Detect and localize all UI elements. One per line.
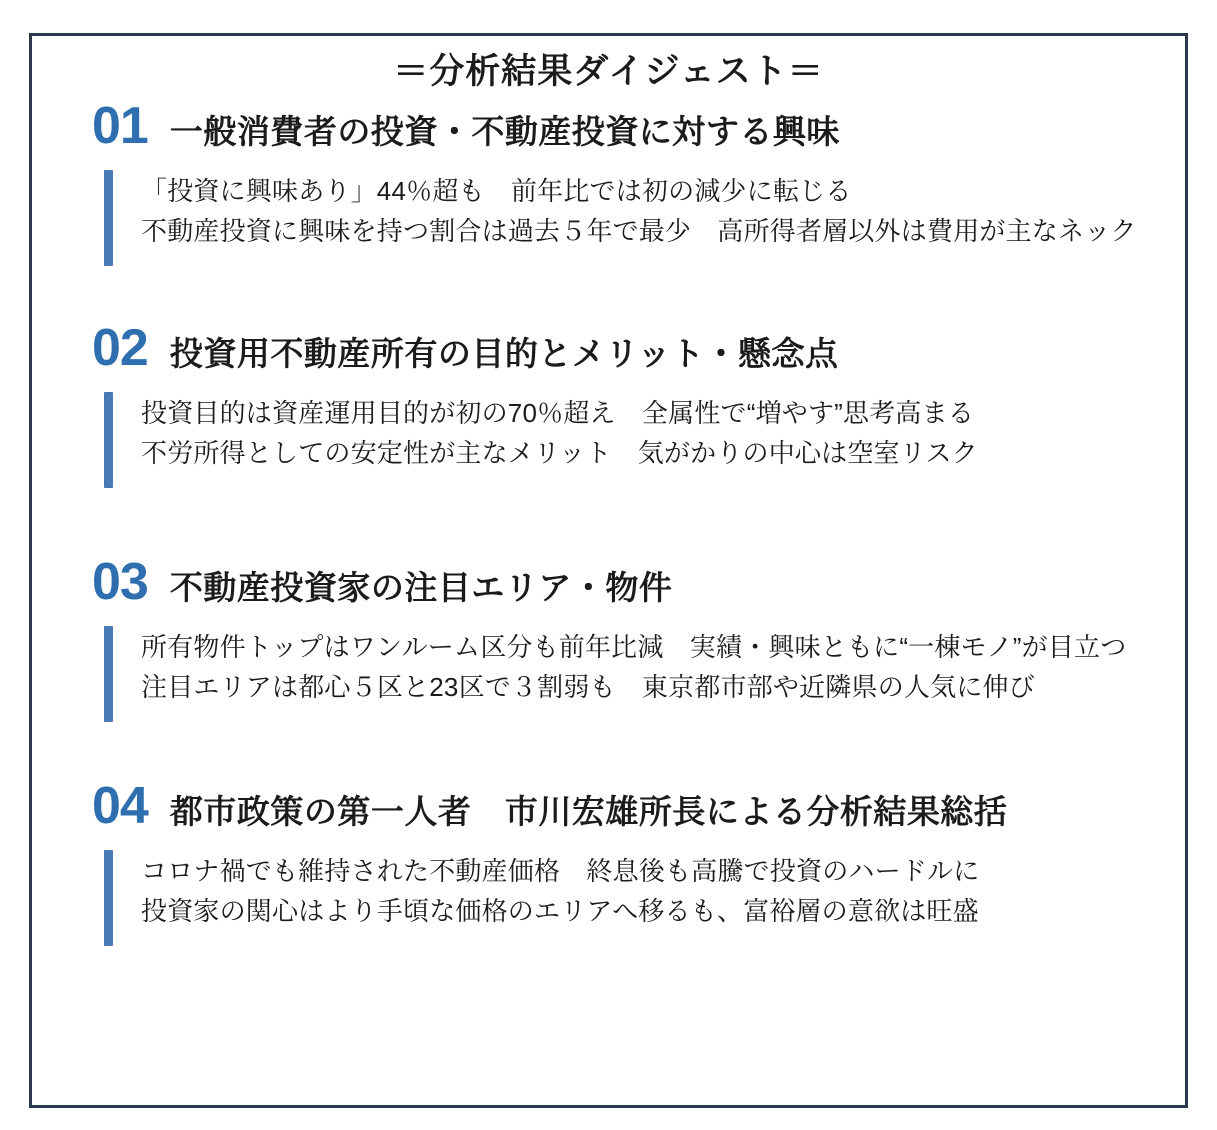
- section-title: 都市政策の第一人者 市川宏雄所長による分析結果総括: [169, 793, 1008, 830]
- section-line: 注目エリアは都心５区と23区で３割弱も 東京都市部や近隣県の人気に伸び: [141, 671, 1035, 702]
- section-lines: [141, 170, 1137, 266]
- section-body: [66, 850, 1151, 946]
- section-title: 投資用不動産所有の目的とメリット・懸念点: [169, 335, 839, 372]
- section-header: [66, 97, 1151, 155]
- section-line: 投資家の関心はより手頃な価格のエリアへ移るも、富裕層の意欲は旺盛: [141, 895, 979, 926]
- section-header: [66, 777, 1151, 835]
- accent-bar: [104, 626, 113, 722]
- accent-bar: [104, 392, 113, 488]
- section-line: 投資目的は資産運用目的が初の70％超え 全属性で“増やす”思考高まる: [141, 398, 975, 428]
- section-body: [66, 626, 1151, 722]
- section-body: [66, 170, 1151, 266]
- section-title: 不動産投資家の注目エリア・物件: [169, 569, 673, 606]
- accent-bar: [104, 170, 113, 266]
- accent-bar: [104, 850, 113, 946]
- section-lines: [141, 392, 978, 488]
- section-lines: [141, 626, 1126, 722]
- section-number: 04: [92, 777, 148, 835]
- digest-frame: [29, 33, 1188, 1108]
- digest-section: [66, 553, 1151, 722]
- digest-content: [32, 97, 1185, 946]
- section-number: 02: [92, 319, 148, 377]
- title-container: [32, 36, 1185, 106]
- section-title: 一般消費者の投資・不動産投資に対する興味: [169, 113, 840, 150]
- digest-section: [66, 777, 1151, 946]
- digest-section: [66, 97, 1151, 266]
- section-header: [66, 319, 1151, 377]
- section-line: コロナ禍でも維持された不動産価格 終息後も高騰で投資のハードルに: [141, 856, 980, 886]
- section-line: 「投資に興味あり」44％超も 前年比では初の減少に転じる: [141, 176, 852, 206]
- section-body: [66, 392, 1151, 488]
- section-header: [66, 553, 1151, 611]
- section-line: 所有物件トップはワンルーム区分も前年比減 実績・興味ともに“一棟モノ”が目立つ: [141, 632, 1127, 662]
- section-number: 01: [92, 97, 148, 155]
- section-line: 不動産投資に興味を持つ割合は過去５年で最少 高所得者層以外は費用が主なネック: [141, 215, 1137, 246]
- page-title: ＝分析結果ダイジェスト＝: [367, 54, 850, 89]
- digest-section: [66, 319, 1151, 488]
- section-line: 不労所得としての安定性が主なメリット 気がかりの中心は空室リスク: [141, 437, 978, 468]
- section-lines: [141, 850, 979, 946]
- section-number: 03: [92, 553, 148, 611]
